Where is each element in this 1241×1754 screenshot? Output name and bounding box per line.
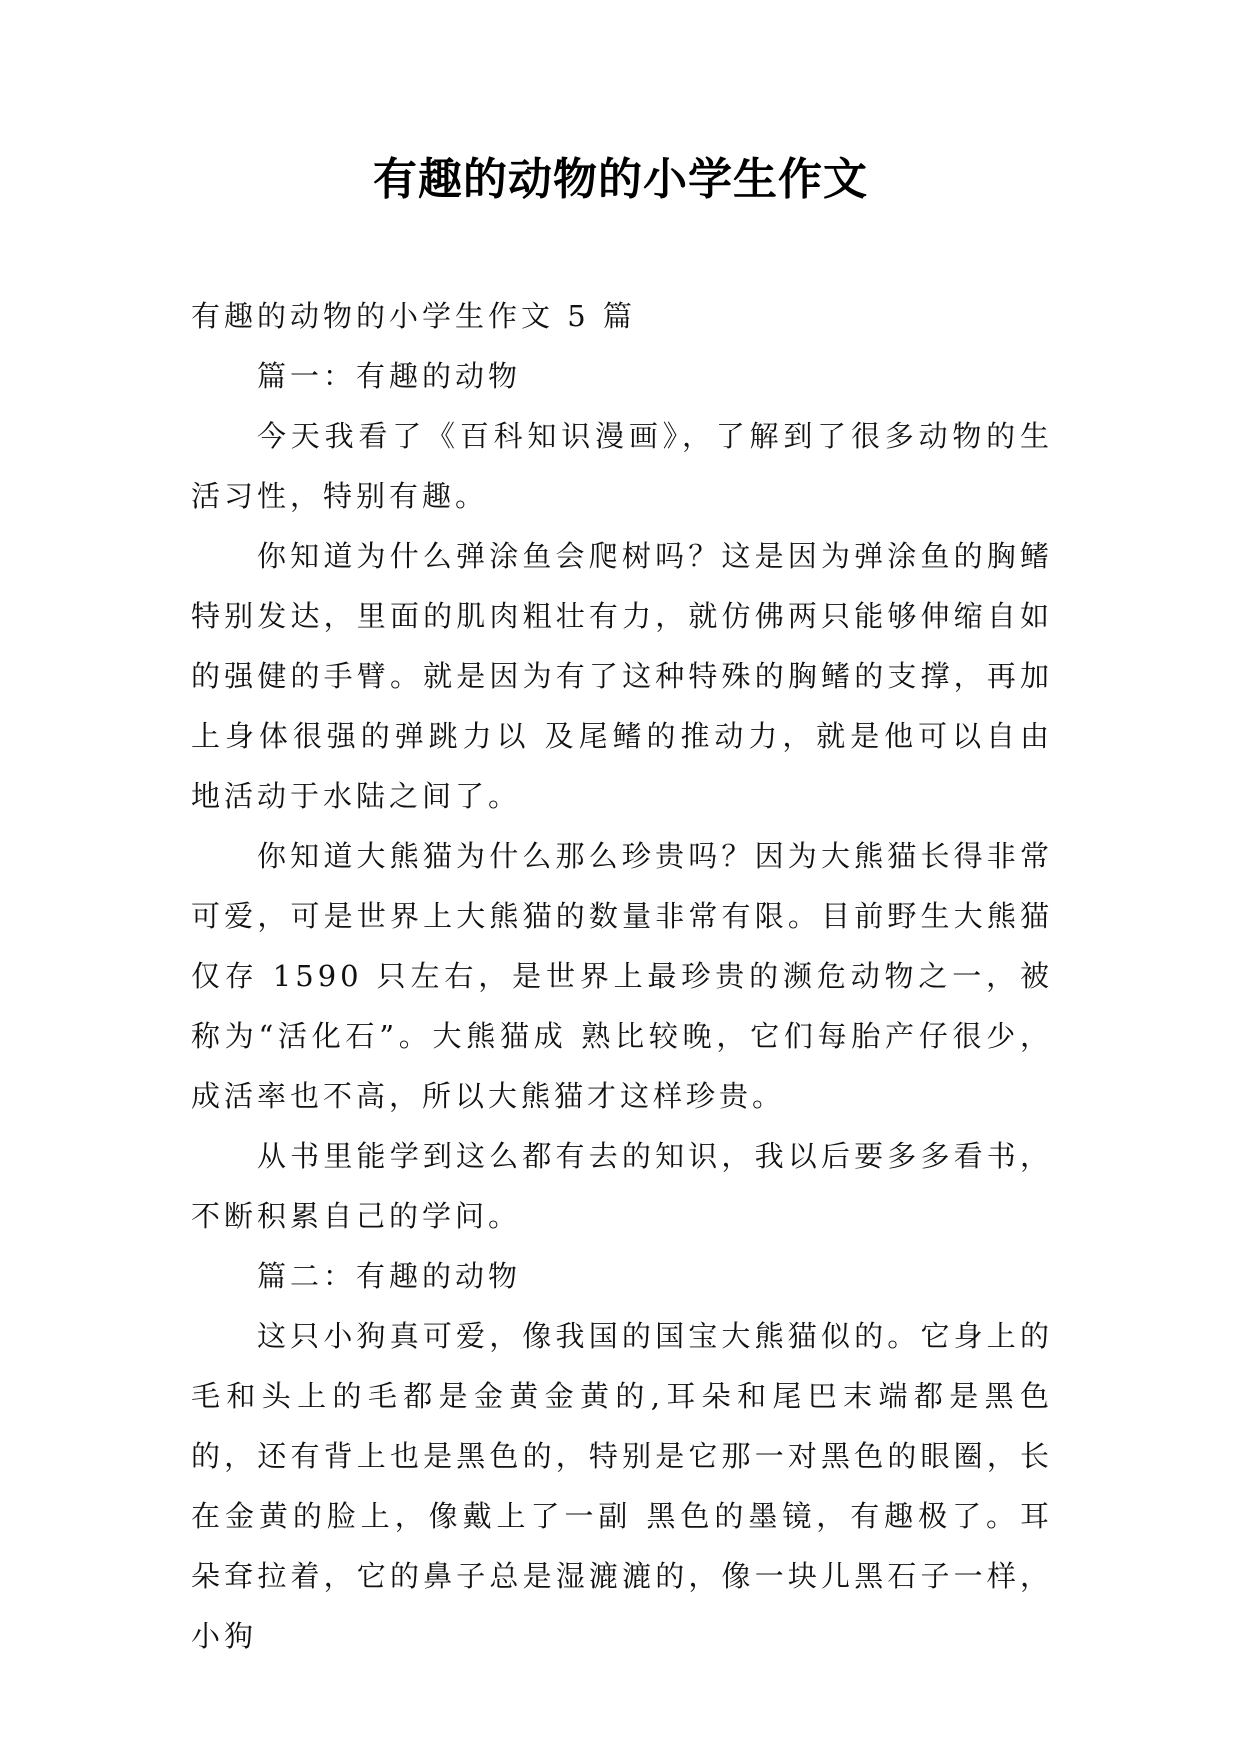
paragraph: 你知道为什么弹涂鱼会爬树吗？这是因为弹涂鱼的胸鳍特别发达，里面的肌肉粗壮有力，就仿佛两只能够伸缩自如的强健的手臂。就是因为有了这种特殊的胸鳍的支撑，再加上身体很强的弹跳力以 及尾鳍的推动力，就是他可以自由地活动于水陆之间了。 bbox=[191, 539, 1053, 813]
paragraph-subtitle: 有趣的动物的小学生作文 5 篇 bbox=[191, 299, 636, 333]
paragraph: 今天我看了《百科知识漫画》，了解到了很多动物的生活习性，特别有趣。 bbox=[191, 419, 1053, 513]
document-title: 有趣的动物的小学生作文 bbox=[373, 154, 868, 205]
paragraph: 从书里能学到这么都有去的知识，我以后要多多看书，不断积累自己的学问。 bbox=[191, 1139, 1053, 1233]
paragraph: 你知道大熊猫为什么那么珍贵吗？因为大熊猫长得非常可爱，可是世界上大熊猫的数量非常有限。目前野生大熊猫仅存 1590 只左右，是世界上最珍贵的濒危动物之一，被称为“活化石”。大熊猫成 熟比较晚，它们每胎产仔很少，成活率也不高，所以大熊猫才这样珍贵。 bbox=[191, 839, 1053, 1113]
section-heading-1: 篇一：有趣的动物 bbox=[257, 359, 522, 393]
paragraph: 这只小狗真可爱，像我国的国宝大熊猫似的。它身上的毛和头上的毛都是金黄金黄的,耳朵和尾巴末端都是黑色的，还有背上也是黑色的，特别是它那一对黑色的眼圈，长在金黄的脸上，像戴上了一副 黑色的墨镜，有趣极了。耳朵耷拉着，它的鼻子总是湿漉漉的，像一块儿黑石子一样，小狗 bbox=[191, 1319, 1053, 1653]
document-body bbox=[191, 286, 1053, 1666]
section-heading-2: 篇二：有趣的动物 bbox=[257, 1259, 522, 1293]
